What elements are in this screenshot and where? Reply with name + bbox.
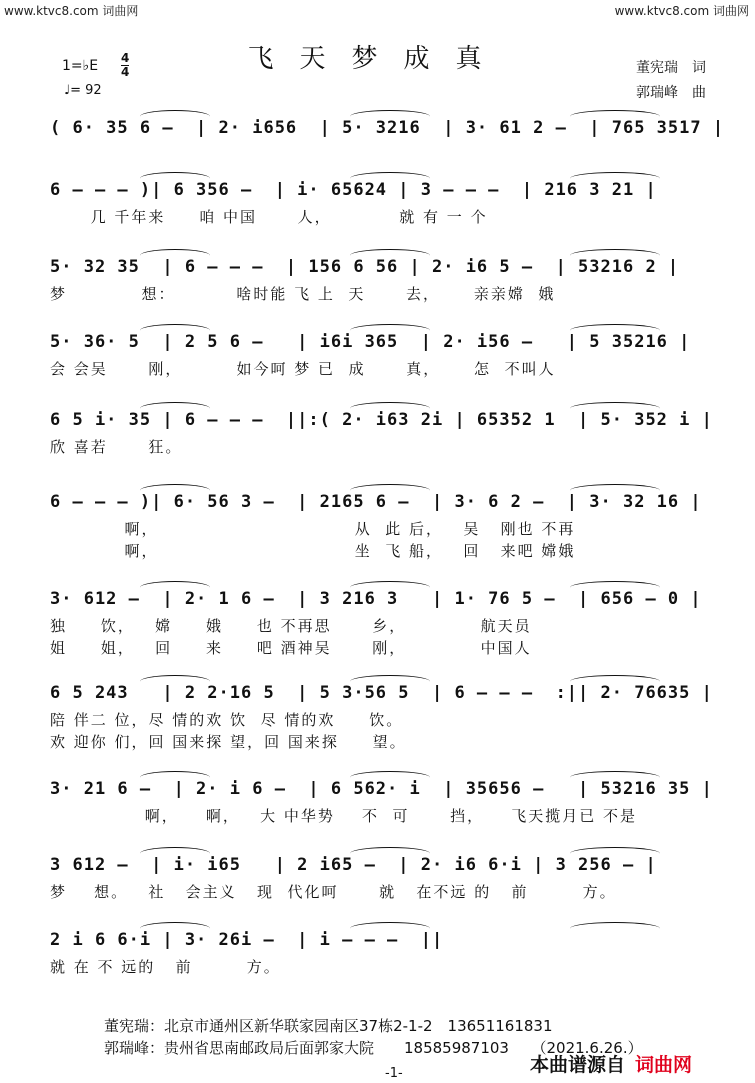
slur-mark — [140, 922, 210, 935]
watermark-text: 本曲谱源自 — [530, 1054, 626, 1076]
score-row — [50, 257, 730, 305]
notation-line: 3· 21 6 – | 2· i 6 – | 6 562· i | 35656 – | 53216 35 | — [50, 779, 713, 799]
slur-mark — [140, 249, 210, 262]
key-signature: 1=♭E — [62, 58, 99, 74]
slur-mark — [140, 675, 210, 688]
score-row — [50, 180, 730, 228]
slur-mark — [570, 249, 660, 262]
slur-mark — [570, 172, 660, 185]
slur-mark — [350, 675, 430, 688]
notation-line: ( 6· 35 6 – | 2· i656 | 5· 3216 | 3· 61 2 – | 765 3517 | — [50, 118, 725, 138]
lyric-line-1: 就 在 不 远的 前 方。 — [50, 958, 281, 976]
slur-mark — [140, 324, 210, 337]
time-signature — [121, 52, 129, 79]
notation-line: 3· 612 – | 2· 1 6 – | 3 216 3 | 1· 76 5 – | 656 – 0 | — [50, 589, 702, 609]
slur-mark — [570, 402, 660, 415]
slur-mark — [570, 324, 660, 337]
slur-mark — [350, 484, 430, 497]
notation-line: 5· 32 35 | 6 – – – | 156 6 56 | 2· i6 5 – | 53216 2 | — [50, 257, 680, 277]
slur-mark — [140, 484, 210, 497]
lyricist-credit: 董宪瑞 词 — [636, 60, 706, 76]
notation-line: 3 612 – | i· i65 | 2 i65 – | 2· i6 6·i | 3 256 – | — [50, 855, 657, 875]
slur-mark — [570, 484, 660, 497]
tempo-marking: ♩= 92 — [64, 83, 102, 98]
slur-mark — [140, 847, 210, 860]
site-url-left[interactable]: www.ktvc8.com 词曲网 — [4, 4, 139, 18]
slur-mark — [350, 172, 430, 185]
slur-mark — [140, 771, 210, 784]
score-row — [50, 855, 730, 903]
score-row — [50, 589, 730, 659]
slur-mark — [350, 771, 430, 784]
lyric-line-1: 几 千年来 咱 中国 人， 就 有 一 个 — [50, 208, 488, 226]
composer-contact: 郭瑞峰：贵州省思南邮政局后面郭家大院 18585987103 （2021.6.26.） — [104, 1039, 643, 1057]
lyric-line-1: 会 会吴 刚， 如今呵 梦 已 成 真， 怎 不叫人 — [50, 360, 556, 378]
slur-mark — [350, 922, 430, 935]
slur-mark — [350, 324, 430, 337]
score-row — [50, 118, 730, 144]
lyric-line-1: 啊， 从 此 后， 吴 刚也 不再 — [50, 520, 576, 538]
notation-line: 6 5 i· 35 | 6 – – – ||:( 2· i63 2i | 65352 1 | 5· 352 i | — [50, 410, 713, 430]
notation-line: 6 – – – )| 6· 56 3 – | 2165 6 – | 3· 6 2 – | 3· 32 16 | — [50, 492, 702, 512]
lyric-line-2: 啊， 坐 飞 船， 回 来吧 嫦娥 — [50, 542, 576, 560]
score-row — [50, 492, 730, 562]
score-row — [50, 779, 730, 827]
score-row — [50, 930, 730, 978]
composer-credit: 郭瑞峰 曲 — [636, 85, 706, 101]
lyric-line-2: 姐 姐， 回 来 吧 酒神吴 刚， 中国人 — [50, 639, 532, 657]
site-url-right[interactable]: www.ktvc8.com 词曲网 — [614, 4, 749, 18]
lyric-line-1: 啊， 啊， 大 中华势 不 可 挡， 飞天揽月已 不是 — [50, 807, 637, 825]
slur-mark — [570, 847, 660, 860]
slur-mark — [570, 581, 660, 594]
lyric-line-1: 欣 喜若 狂。 — [50, 438, 183, 456]
score-row — [50, 332, 730, 380]
slur-mark — [140, 172, 210, 185]
source-watermark — [530, 1050, 692, 1077]
slur-mark — [570, 771, 660, 784]
slur-mark — [350, 110, 430, 123]
watermark-site-name[interactable]: 词曲网 — [635, 1054, 693, 1076]
song-title: 飞天梦成真 — [247, 44, 508, 74]
score-row — [50, 410, 730, 458]
slur-mark — [570, 922, 660, 935]
meter-bottom: 4 — [121, 65, 130, 79]
slur-mark — [570, 675, 660, 688]
slur-mark — [140, 581, 210, 594]
slur-mark — [140, 402, 210, 415]
lyric-line-1: 梦 想。 社 会主义 现 代化呵 就 在不远 的 前 方。 — [50, 883, 617, 901]
slur-mark — [570, 110, 660, 123]
slur-mark — [350, 847, 430, 860]
lyric-line-1: 独 饮， 嫦 娥 也 不再思 乡， 航天员 — [50, 617, 532, 635]
notation-line: 5· 36· 5 | 2 5 6 – | i6i 365 | 2· i56 – | 5 35216 | — [50, 332, 691, 352]
page-number: -1- — [385, 1066, 403, 1081]
notation-line: 6 5 243 | 2 2·16 5 | 5 3·56 5 | 6 – – – :|| 2· 76635 | — [50, 683, 713, 703]
notation-line: 2 i 6 6·i | 3· 26i – | i – – – || — [50, 930, 444, 950]
notation-line: 6 – – – )| 6 356 – | i· 65624 | 3 – – – | 216 3 21 | — [50, 180, 657, 200]
slur-mark — [350, 581, 430, 594]
score-row — [50, 683, 730, 753]
meter-top: 4 — [121, 51, 130, 65]
slur-mark — [350, 402, 430, 415]
lyric-line-1: 陪 伴二 位，尽 情的欢 饮 尽 情的欢 饮。 — [50, 711, 404, 729]
slur-mark — [350, 249, 430, 262]
lyric-line-1: 梦 想： 啥时能 飞 上 天 去， 亲亲嫦 娥 — [50, 285, 556, 303]
slur-mark — [140, 110, 210, 123]
lyric-line-2: 欢 迎你 们，回 国来探 望，回 国来探 望。 — [50, 733, 407, 751]
lyricist-contact: 董宪瑞：北京市通州区新华联家园南区37栋2-1-2 13651161831 — [104, 1017, 553, 1035]
